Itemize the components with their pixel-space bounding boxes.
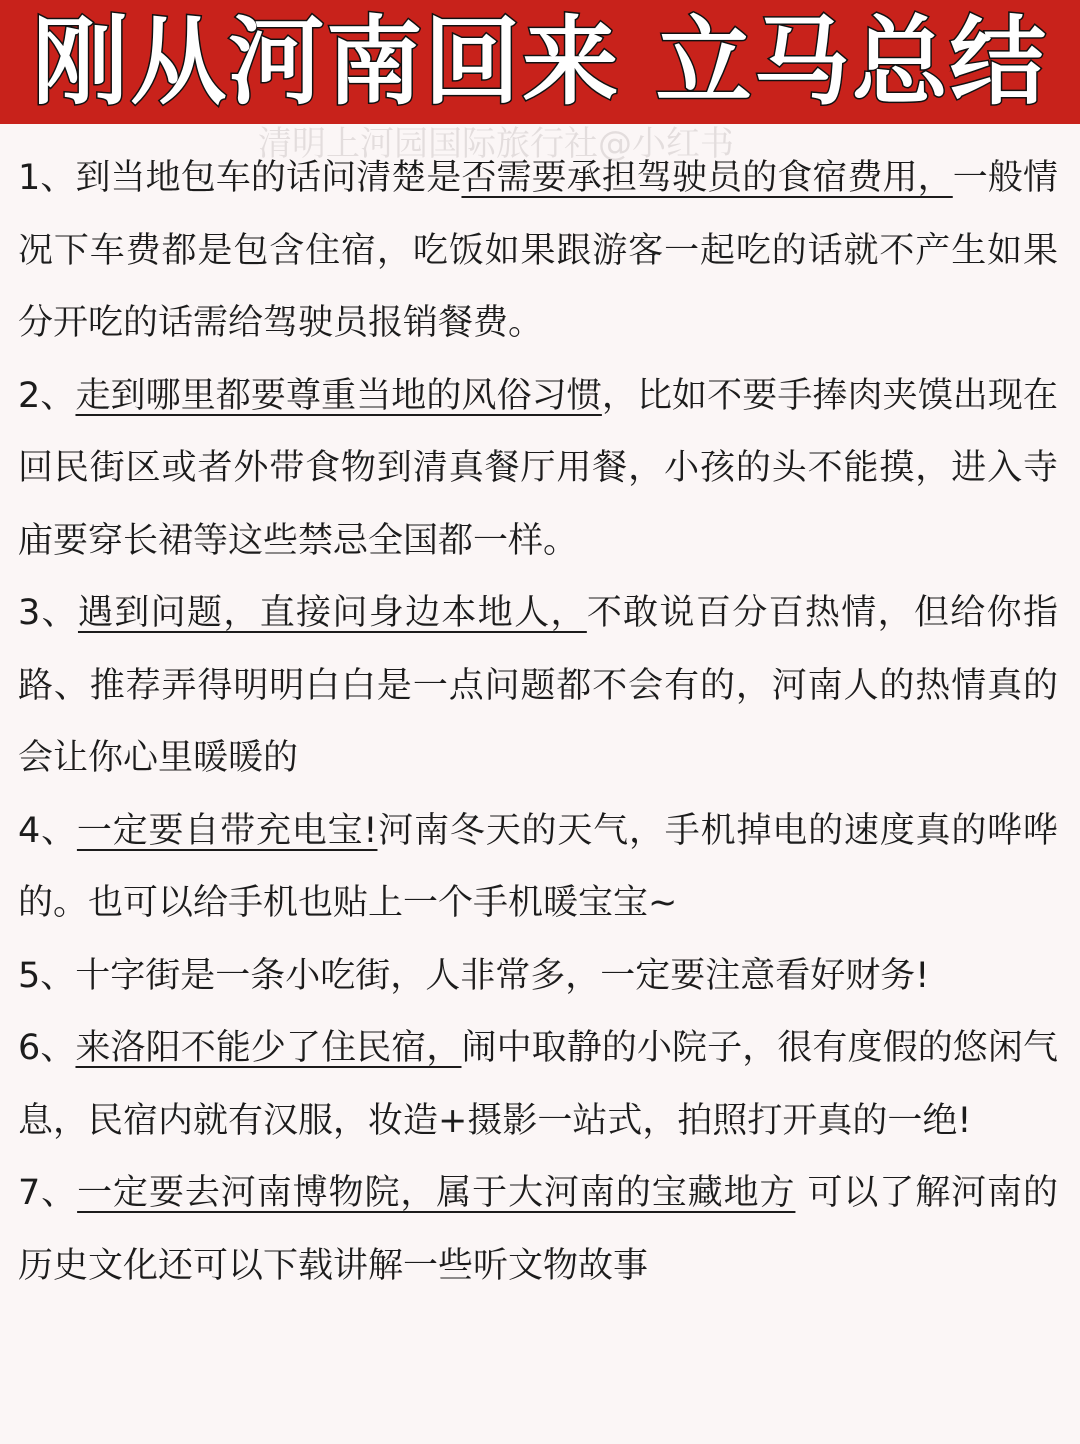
item-text: 闹中取静的小院子，很有度假的悠闲气息，民宿内就有汉服，妆造+摄影一站式，拍照打开真的一绝! [18,1028,1058,1141]
item-number: 7、 [18,1173,78,1213]
item-highlight: 一定要去河南博物院，属于大河南的宝藏地方 [77,1173,796,1213]
item-text: 到当地包车的话问清楚是 [75,158,462,198]
item-text: 不敢说百分百热情，但给你指路、推荐弄得明明白白是一点问题都不会有的，河南人的热情真的会让你心里暖暖的 [18,593,1058,778]
item-number: 6、 [18,1028,76,1068]
item-number: 2、 [18,375,76,416]
item-highlight: 否需要承担驾驶员的食宿费用， [461,158,953,198]
item-number: 1、 [18,158,76,198]
item-highlight: 遇到问题，直接问身边本地人， [77,593,587,633]
item-highlight: 走到哪里都要尊重当地的风俗习惯 [75,375,602,416]
list-item-1 [18,142,1058,360]
list-item-3 [18,577,1058,795]
item-highlight: 一定要自带充电宝! [76,810,378,851]
item-text: 一般情况下车费都是包含住宿，吃饭如果跟游客一起吃的话就不产生如果分开吃的话需给驾驶员报销餐费。 [18,158,1058,343]
item-text: 河南冬天的天气，手机掉电的速度真的哗哗的。也可以给手机也贴上一个手机暖宝宝~ [18,810,1058,923]
item-text: 可以了解河南的历史文化还可以下载讲解一些听文物故事 [18,1173,1058,1286]
list-item-7 [18,1157,1058,1302]
tips-list [18,142,1058,1302]
list-item-4 [18,795,1058,940]
item-text: ，比如不要手捧肉夹馍出现在回民街区或者外带食物到清真餐厅用餐，小孩的头不能摸，进入寺庙要穿长裙等这些禁忌全国都一样。 [18,375,1058,561]
page-title: 刚从河南回来 立马总结 [32,6,1048,118]
list-item-2 [18,360,1058,578]
item-text: 十字街是一条小吃街，人非常多，一定要注意看好财务! [75,955,930,996]
list-item-5 [18,940,1058,1013]
list-item-6 [18,1012,1058,1157]
item-number: 4、 [18,810,77,851]
item-number: 3、 [18,593,78,633]
item-number: 5、 [18,955,76,996]
item-highlight: 来洛阳不能少了住民宿， [75,1028,462,1068]
watermark: 清明上河园国际旅行社@小红书 [258,124,734,164]
